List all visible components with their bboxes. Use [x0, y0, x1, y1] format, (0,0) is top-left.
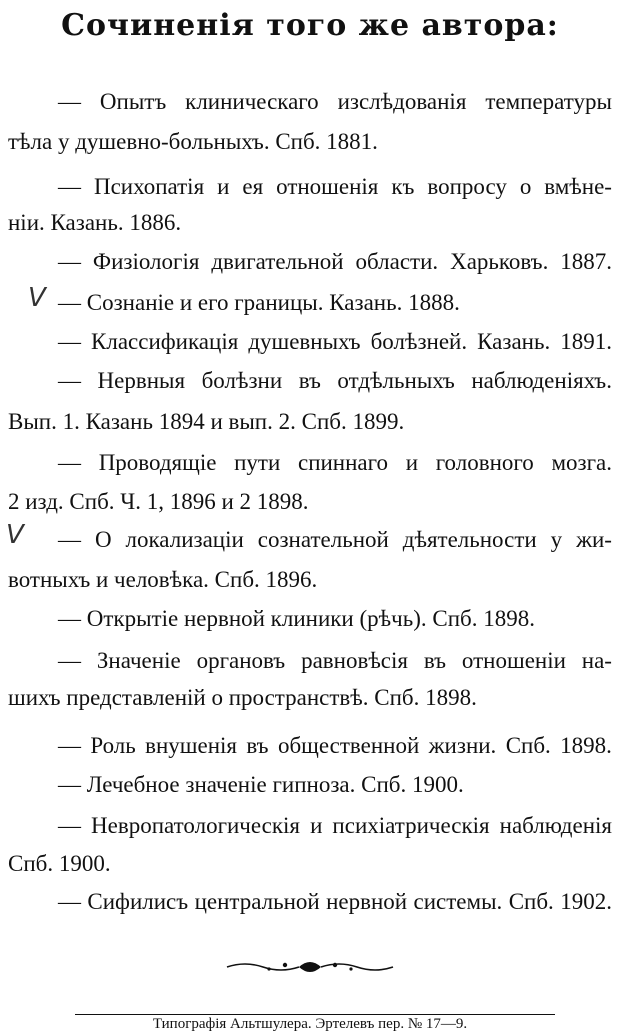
text-line: — Невропатологическія и психіатрическія наблюденія [58, 813, 612, 838]
text-line: 2 изд. Спб. Ч. 1, 1896 и 2 1898. [8, 489, 309, 514]
text-line: — Лечебное значеніе гипноза. Спб. 1900. [58, 772, 464, 797]
footer-rule [75, 1014, 555, 1015]
text-line: — Сифилисъ центральной нервной системы. Спб. 1902. [58, 889, 612, 914]
text-line: вотныхъ и человѣка. Спб. 1896. [8, 567, 318, 592]
page-title: Сочиненія того же автора: [61, 8, 559, 43]
text-line: — Нервныя болѣзни въ отдѣльныхъ наблюденіяхъ. [58, 368, 612, 393]
text-line: — Значеніе органовъ равновѣсія въ отношеніи на- [58, 648, 612, 673]
handwritten-check-mark: V [28, 283, 46, 313]
ornament-divider [225, 958, 395, 976]
text-line: ніи. Казань. 1886. [8, 210, 182, 235]
text-line: — Классификація душевныхъ болѣзней. Казань. 1891. [58, 329, 612, 354]
text-line: Вып. 1. Казань 1894 и вып. 2. Спб. 1899. [8, 409, 405, 434]
text-line: — Сознаніе и его границы. Казань. 1888. [58, 290, 460, 315]
text-line: — Психопатія и ея отношенія къ вопросу о вмѣне- [58, 174, 612, 199]
text-line: — О локализаціи сознательной дѣятельности у жи- [58, 527, 612, 552]
text-line: — Открытіе нервной клиники (рѣчь). Спб. 1898. [58, 606, 535, 631]
text-line: — Опытъ клиническаго изслѣдованія температуры [58, 89, 612, 114]
text-line: — Проводящіе пути спиннаго и головного мозга. [58, 450, 612, 475]
text-line: Спб. 1900. [8, 851, 111, 876]
text-line: — Физіологія двигательной области. Харьковъ. 1887. [58, 249, 612, 274]
text-line: шихъ представленій о пространствѣ. Спб. 1898. [8, 685, 477, 710]
text-line: тѣла у душевно-больныхъ. Спб. 1881. [8, 129, 378, 154]
printer-imprint: Типографія Альтшулера. Эртелевъ пер. № 17—9. [152, 1016, 468, 1032]
handwritten-check-mark: V [6, 520, 24, 550]
text-line: — Роль внушенія въ общественной жизни. Спб. 1898. [58, 733, 612, 758]
